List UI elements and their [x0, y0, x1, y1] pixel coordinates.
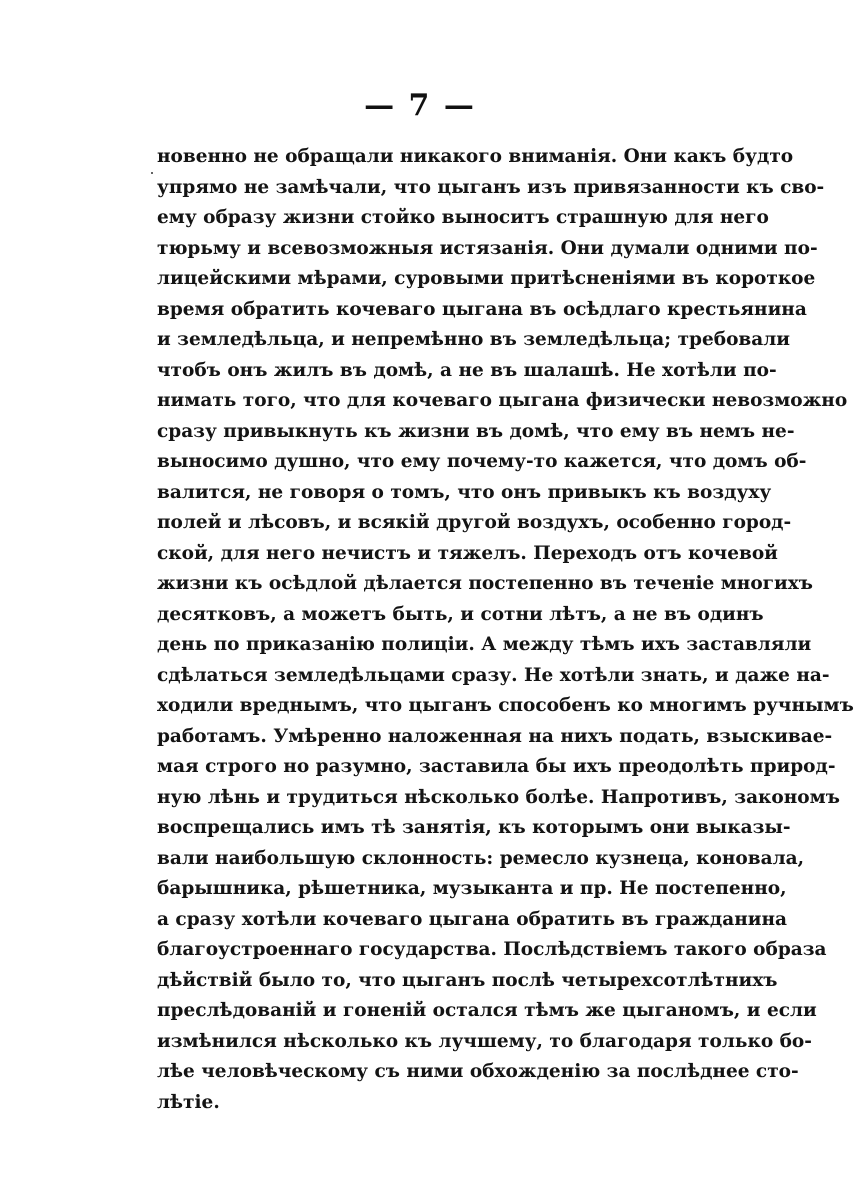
text-line: ему образу жизни стойко выноситъ страшную для него	[157, 207, 769, 228]
text-line: время обратить кочеваго цыгана въ осѣдлаго крестьянина	[157, 298, 807, 320]
text-line: ской, для него нечистъ и тяжелъ. Переходъ отъ кочевой	[157, 542, 778, 564]
text-line: ную лѣнь и трудиться нѣсколько болѣе. Напротивъ, закономъ	[157, 786, 840, 808]
text-line: жизни къ осѣдлой дѣлается постепенно въ теченіе многихъ	[157, 573, 813, 594]
text-line: мая строго но разумно, заставила бы ихъ преодолѣть природ-	[157, 756, 836, 777]
text-line: валится, не говоря о томъ, что онъ привыкъ къ воздуху	[157, 481, 772, 503]
text-line: воспрещались имъ тѣ занятія, къ которымъ они выказы-	[157, 817, 791, 838]
text-line: барышника, рѣшетника, музыканта и пр. Не постепенно,	[157, 878, 787, 899]
text-line: нимать того, что для кочеваго цыгана физически невозможно	[157, 390, 848, 411]
text-line: ходили вреднымъ, что цыганъ способенъ ко многимъ ручнымъ	[157, 695, 854, 716]
text-line: лицейскими мѣрами, суровыми притѣсненіями въ короткое	[157, 268, 816, 289]
text-line: измѣнился нѣсколько къ лучшему, то благодаря только бо-	[157, 1030, 812, 1052]
text-line: преслѣдованій и гоненій остался тѣмъ же цыганомъ, и если	[157, 1000, 817, 1021]
text-line: полей и лѣсовъ, и всякій другой воздухъ, особенно город-	[157, 512, 792, 533]
text-line: тюрьму и всевозможныя истязанія. Они думали одними по-	[157, 237, 818, 259]
text-line: вали наибольшую склонность: ремесло кузнеца, коновала,	[157, 847, 805, 869]
text-line: дѣйствій было то, что цыганъ послѣ четырехсотлѣтнихъ	[157, 969, 778, 991]
text-line: и земледѣльца, и непремѣнно въ земледѣльца; требовали	[157, 329, 791, 350]
text-line: новенно не обращали никакого вниманія. Они какъ будто	[157, 146, 794, 167]
print-speck	[151, 172, 153, 174]
text-line: а сразу хотѣли кочеваго цыгана обратить въ гражданина	[157, 908, 788, 930]
text-line: сразу привыкнуть къ жизни въ домѣ, что ему въ немъ не-	[157, 420, 795, 442]
text-line: сдѣлаться земледѣльцами сразу. Не хотѣли знать, и даже на-	[157, 664, 830, 686]
text-line: упрямо не замѣчали, что цыганъ изъ привязанности къ сво-	[157, 176, 825, 198]
text-line: лѣе человѣческому съ ними обхожденію за послѣднее сто-	[157, 1061, 799, 1082]
text-line: день по приказанію полиціи. А между тѣмъ ихъ заставляли	[157, 634, 812, 655]
text-line: благоустроеннаго государства. Послѣдствіемъ такого образа	[157, 939, 827, 960]
text-line: чтобъ онъ жилъ въ домѣ, а не въ шалашѣ. Не хотѣли по-	[157, 359, 777, 381]
text-line: выносимо душно, что ему почему-то кажется, что домъ об-	[157, 451, 807, 472]
page-number: — 7 —	[364, 88, 476, 123]
text-line: десятковъ, а можетъ быть, и сотни лѣтъ, а не въ одинъ	[157, 603, 764, 625]
text-line: работамъ. Умѣренно наложенная на нихъ подать, взыскивае-	[157, 725, 833, 747]
text-line: лѣтіе.	[157, 1091, 220, 1113]
body-text	[157, 142, 854, 1118]
